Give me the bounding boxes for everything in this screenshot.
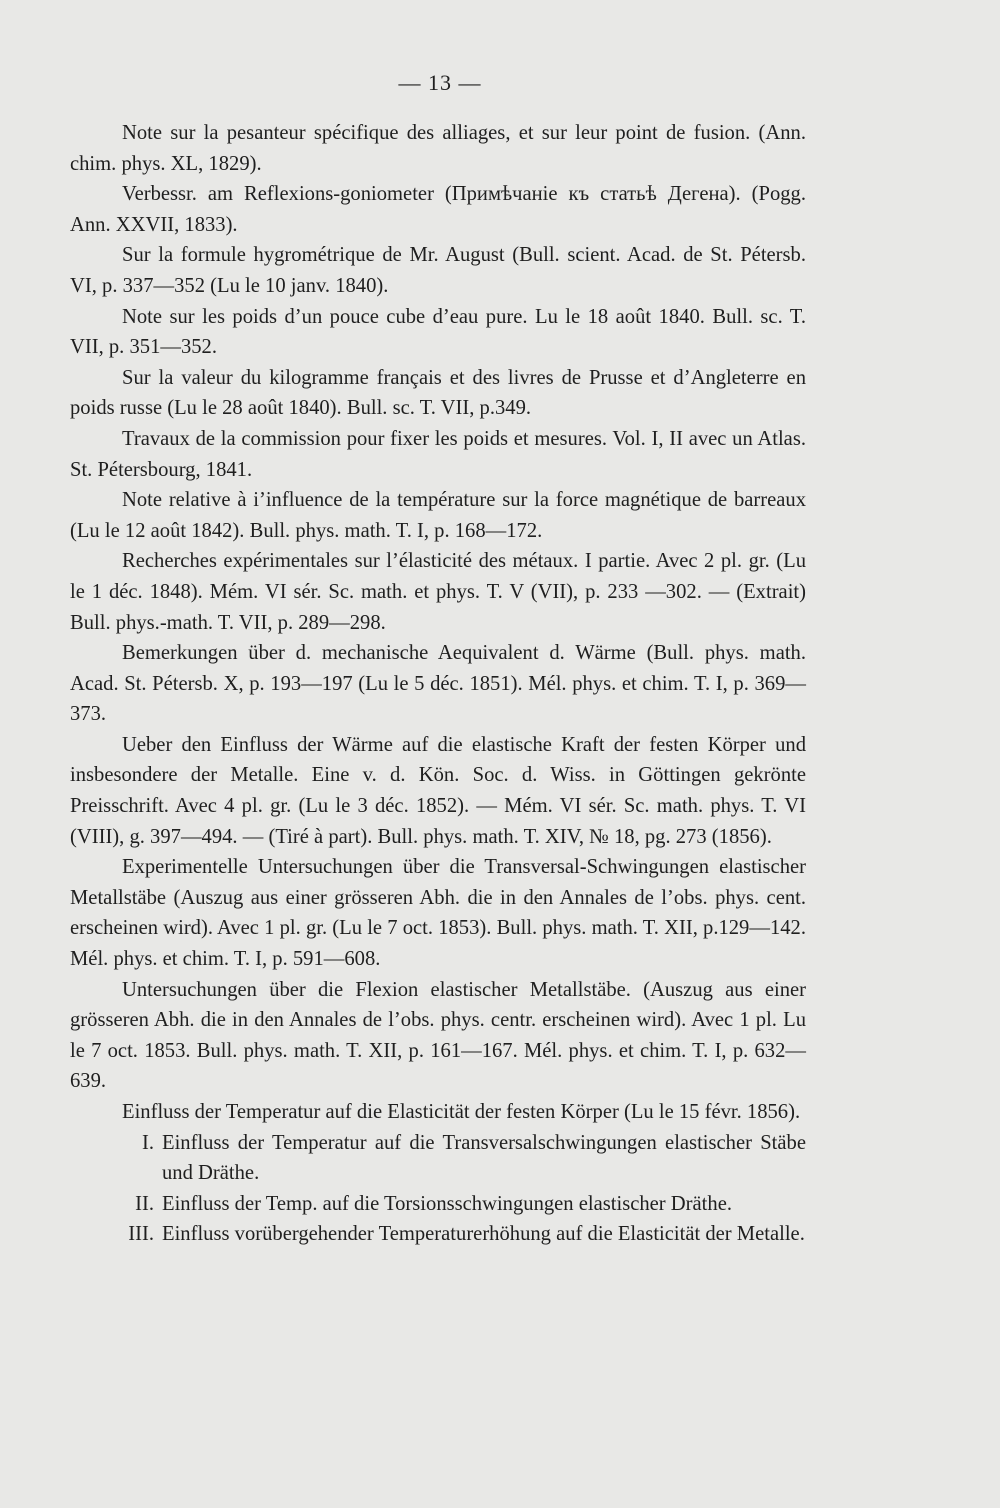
bibliography-entry: Sur la formule hygrométrique de Mr. August (Bull. scient. Acad. de St. Pétersb. VI, p. 337—352 (Lu le 10 janv. 1840). <box>70 244 806 297</box>
bibliography-entry: Note sur la pesanteur spécifique des alliages, et sur leur point de fusion. (Ann. chim. phys. XL, 1829). <box>70 122 806 175</box>
sub-entry <box>70 1189 806 1220</box>
sub-entry-number: III. <box>128 1223 154 1246</box>
bibliography-entry: Einfluss der Temperatur auf die Elasticität der festen Körper (Lu le 15 févr. 1856). <box>122 1101 801 1123</box>
bibliography-entry: Recherches expérimentales sur l’élasticité des métaux. I partie. Avec 2 pl. gr. (Lu le 1 déc. 1848). Mém. VI sér. Sc. math. et phys. T. V (VII), p. 233 —302. — (Extrait) Bull. phys.-math. T. VII, p. 289—298. <box>70 550 806 634</box>
sub-entry <box>70 1128 806 1189</box>
sub-entry-number: I. <box>141 1131 154 1154</box>
bibliography-entry: Note sur les poids d’un pouce cube d’eau pure. Lu le 18 août 1840. Bull. sc. T. VII, p. 351—352. <box>70 305 806 359</box>
bibliography-entry: Travaux de la commission pour fixer les poids et mesures. Vol. I, II avec un Atlas. St. Pétersbourg, 1841. <box>70 427 806 481</box>
sub-entry-text: Einfluss vorübergehender Temperaturerhöhung auf die Elasticität der Metalle. <box>162 1223 805 1246</box>
bibliography-entry: Note relative à i’influence de la température sur la force magnétique de barreaux (Lu le 12 août 1842). Bull. phys. math. T. I, p. 168—172. <box>70 489 806 542</box>
bibliography-entry: Sur la valeur du kilogramme français et des livres de Prusse et d’Angleterre en poids russe (Lu le 28 août 1840). Bull. sc. T. VII, p.349. <box>70 366 806 420</box>
sub-entry-list <box>70 1128 806 1250</box>
bibliography-entry: Experimentelle Untersuchungen über die Transversal-Schwingungen elastischer Metallstäbe (Auszug aus einer grösseren Abh. die in den Annales de l’obs. phys. cent. erscheinen wird). Avec 1 pl. gr. (Lu le 7 oct. 1853). Bull. phys. math. T. XII, p.129—142. Mél. phys. et chim. T. I, p. 591—608. <box>70 856 806 971</box>
bibliography-entry: Verbessr. am Reflexions-goniometer (Примѣчаніе къ статьѣ Дегена). (Pogg. Ann. XXVII, 1833). <box>70 183 806 236</box>
bibliography-entry: Untersuchungen über die Flexion elastischer Metallstäbe. (Auszug aus einer grösseren Abh. die in den Annales de l’obs. phys. centr. erscheinen wird). Avec 1 pl. Lu le 7 oct. 1853. Bull. phys. math. T. XII, p. 161—167. Mél. phys. et chim. T. I, p. 632—639. <box>70 978 806 1093</box>
sub-entry-text: Einfluss der Temperatur auf die Transversalschwingungen elastischer Stäbe und Dräthe. <box>162 1131 806 1185</box>
bibliography-entry: Ueber den Einfluss der Wärme auf die elastische Kraft der festen Körper und insbesondere der Metalle. Eine v. d. Kön. Soc. d. Wiss. in Göttingen gekrönte Preisschrift. Avec 4 pl. gr. (Lu le 3 déc. 1852). — Mém. VI sér. Sc. math. phys. T. VI (VIII), g. 397—494. — (Tiré à part). Bull. phys. math. T. XIV, № 18, pg. 273 (1856). <box>70 733 806 848</box>
sub-entry-text: Einfluss der Temp. auf die Torsionsschwingungen elastischer Dräthe. <box>162 1192 732 1215</box>
bibliography-list <box>70 118 806 1250</box>
sub-entry-number: II. <box>135 1192 154 1215</box>
bibliography-entry: Bemerkungen über d. mechanische Aequivalent d. Wärme (Bull. phys. math. Acad. St. Pétersb. X, p. 193—197 (Lu le 5 déc. 1851). Mél. phys. et chim. T. I, p. 369—373. <box>70 642 806 726</box>
sub-entry <box>70 1219 806 1250</box>
page-number: — 13 — <box>398 70 482 95</box>
